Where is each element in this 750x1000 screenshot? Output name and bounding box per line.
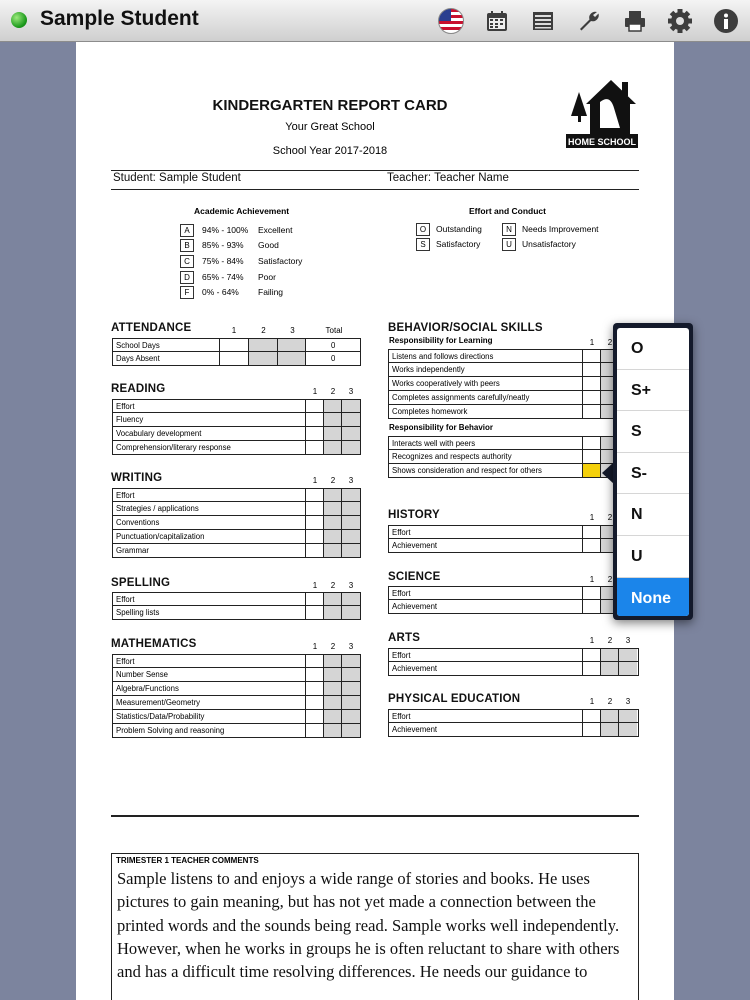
spelling-columns: 1 2 3 — [312, 581, 354, 590]
grade-cell[interactable] — [324, 489, 342, 501]
behavior-title: BEHAVIOR/SOCIAL SKILLS — [388, 322, 543, 334]
grade-option-s[interactable]: S — [617, 411, 689, 453]
grade-picker-popover — [613, 323, 693, 620]
learning-subtitle: Responsibility for Learning — [389, 336, 493, 345]
grade-cell[interactable] — [342, 516, 360, 529]
grade-cell[interactable] — [342, 427, 360, 440]
grade-option-u[interactable]: U — [617, 536, 689, 578]
effort-key-row: U Unsatisfactory — [502, 237, 576, 251]
top-bar — [0, 0, 750, 42]
effort-key-row: N Needs Improvement — [502, 222, 599, 236]
grade-cell[interactable] — [306, 544, 324, 557]
row-label: Recognizes and respects authority — [389, 450, 583, 463]
grade-cell[interactable] — [342, 606, 360, 619]
row-label: Works independently — [389, 363, 583, 376]
row-label: Completes assignments carefully/neatly — [389, 391, 583, 404]
row-label: Works cooperatively with peers — [389, 377, 583, 390]
row-label: Completes homework — [389, 405, 583, 418]
table-row — [112, 413, 361, 427]
row-label: Problem Solving and reasoning — [113, 724, 306, 737]
grade-cell[interactable] — [324, 530, 342, 543]
grade-cell[interactable] — [583, 587, 601, 599]
row-label: Fluency — [113, 413, 306, 426]
science-table — [388, 586, 639, 614]
science-columns: 1 2 — [589, 575, 613, 584]
writing-columns: 1 2 3 — [312, 476, 354, 485]
grade-cell[interactable] — [601, 662, 619, 675]
table-row — [112, 592, 361, 606]
row-label: School Days — [113, 339, 220, 351]
row-label: Conventions — [113, 516, 306, 529]
academic-key-title: Academic Achievement — [194, 206, 290, 216]
history-table — [388, 525, 639, 553]
row-label: Shows consideration and respect for others — [389, 464, 583, 477]
calendar-icon[interactable] — [483, 7, 511, 35]
reading-title: READING — [111, 383, 166, 395]
teacher-name: Teacher: Teacher Name — [387, 172, 509, 184]
table-row — [112, 530, 361, 544]
us-flag-icon[interactable] — [437, 7, 465, 35]
grade-cell[interactable] — [324, 682, 342, 695]
school-year: School Year 2017-2018 — [272, 145, 388, 157]
table-row — [388, 600, 639, 614]
table-row — [388, 377, 639, 391]
grade-option-s-plus[interactable]: S+ — [617, 370, 689, 412]
grade-cell[interactable] — [306, 516, 324, 529]
grade-cell[interactable] — [583, 600, 601, 613]
grade-option-o[interactable]: O — [617, 328, 689, 370]
grade-cell[interactable] — [306, 489, 324, 501]
effort-key-row: S Satisfactory — [416, 237, 480, 251]
grade-cell[interactable] — [583, 723, 601, 736]
attendance-row: Days Absent 0 — [112, 352, 361, 366]
grade-cell[interactable] — [306, 668, 324, 681]
grade-cell[interactable] — [342, 489, 360, 501]
behavior-subtitle: Responsibility for Behavior — [389, 423, 494, 432]
grade-cell[interactable] — [324, 710, 342, 723]
pe-columns: 1 2 3 — [589, 697, 631, 706]
grade-cell[interactable] — [601, 710, 619, 722]
grade-cell[interactable] — [619, 710, 637, 722]
writing-table — [112, 488, 361, 558]
grade-cell[interactable] — [278, 352, 307, 365]
table-row — [388, 539, 639, 553]
row-label: Effort — [113, 655, 306, 667]
grade-cell[interactable] — [583, 377, 601, 390]
academic-key-row: C 75% - 84% Satisfactory — [180, 254, 302, 268]
grade-cell[interactable] — [324, 427, 342, 440]
grade-cell[interactable] — [619, 662, 637, 675]
reading-columns: 1 2 3 — [312, 387, 354, 396]
grade-cell[interactable] — [324, 516, 342, 529]
row-label: Vocabulary development — [113, 427, 306, 440]
row-label: Grammar — [113, 544, 306, 557]
table-row — [388, 405, 639, 419]
grade-cell[interactable] — [220, 339, 249, 351]
info-icon[interactable] — [712, 7, 740, 35]
grade-cell[interactable] — [220, 352, 249, 365]
grade-cell[interactable] — [583, 405, 601, 418]
grade-cell[interactable] — [324, 668, 342, 681]
math-title: MATHEMATICS — [111, 638, 197, 650]
academic-key-row: B 85% - 93% Good — [180, 238, 279, 252]
table-row — [388, 662, 639, 676]
table-row — [388, 436, 639, 450]
table-row — [112, 427, 361, 441]
effort-key-row: O Outstanding — [416, 222, 482, 236]
row-label: Algebra/Functions — [113, 682, 306, 695]
home-school-logo — [566, 76, 640, 150]
table-row — [388, 391, 639, 405]
pe-title: PHYSICAL EDUCATION — [388, 693, 521, 705]
table-row — [112, 544, 361, 558]
academic-key-row: D 65% - 74% Poor — [180, 270, 276, 284]
pe-table — [388, 709, 639, 737]
grade-cell[interactable] — [324, 441, 342, 454]
grade-option-none[interactable]: None — [617, 578, 689, 616]
math-table — [112, 654, 361, 738]
grade-cell[interactable] — [583, 710, 601, 722]
grade-cell[interactable] — [324, 696, 342, 709]
grade-cell[interactable] — [306, 530, 324, 543]
grade-cell[interactable] — [342, 696, 360, 709]
grade-cell[interactable] — [342, 668, 360, 681]
grade-cell[interactable] — [306, 724, 324, 737]
grade-cell[interactable] — [324, 655, 342, 667]
attendance-row: School Days 0 — [112, 338, 361, 352]
grade-cell[interactable] — [306, 502, 324, 515]
grade-cell[interactable] — [342, 441, 360, 454]
writing-title: WRITING — [111, 472, 163, 484]
history-columns: 1 2 — [589, 513, 613, 522]
effort-key-title: Effort and Conduct — [469, 206, 546, 216]
learning-table — [388, 349, 639, 419]
table-row — [388, 525, 639, 539]
academic-key-row: A 94% - 100% Excellent — [180, 223, 293, 237]
grade-cell[interactable] — [342, 655, 360, 667]
table-row — [112, 654, 361, 668]
status-dot-icon — [11, 12, 27, 28]
row-label: Effort — [113, 400, 306, 412]
arts-table — [388, 648, 639, 676]
printer-icon[interactable] — [621, 7, 649, 35]
table-row — [112, 399, 361, 413]
wrench-icon[interactable] — [575, 7, 603, 35]
grade-cell[interactable] — [324, 606, 342, 619]
grade-cell[interactable] — [583, 649, 601, 661]
selected-grade-cell[interactable] — [583, 464, 601, 477]
grade-cell[interactable] — [342, 710, 360, 723]
row-label: Spelling lists — [113, 606, 306, 619]
grade-cell[interactable] — [342, 530, 360, 543]
table-row — [112, 710, 361, 724]
grade-cell[interactable] — [342, 544, 360, 557]
spelling-title: SPELLING — [111, 577, 171, 589]
table-row — [112, 724, 361, 738]
grade-cell[interactable] — [342, 502, 360, 515]
table-row — [388, 723, 639, 737]
row-label: Achievement — [389, 539, 583, 552]
grade-option-n[interactable]: N — [617, 494, 689, 536]
row-label: Effort — [113, 489, 306, 501]
report-card-page — [76, 42, 674, 1000]
row-label: Effort — [113, 593, 306, 605]
grade-cell[interactable] — [249, 339, 278, 351]
grade-cell[interactable] — [306, 710, 324, 723]
academic-key-row: F 0% - 64% Failing — [180, 285, 283, 299]
table-row — [112, 441, 361, 455]
row-label: Measurement/Geometry — [113, 696, 306, 709]
grade-cell[interactable] — [278, 339, 307, 351]
grade-cell[interactable] — [583, 437, 601, 449]
row-label: Comprehension/literary response — [113, 441, 306, 454]
logo-text: HOME SCHOOL — [567, 137, 637, 147]
grade-cell[interactable] — [619, 649, 637, 661]
grade-cell[interactable] — [306, 606, 324, 619]
row-label: Achievement — [389, 662, 583, 675]
grade-cell[interactable] — [306, 400, 324, 412]
grade-cell[interactable] — [306, 427, 324, 440]
grade-cell[interactable] — [306, 593, 324, 605]
grade-cell[interactable] — [342, 724, 360, 737]
school-name: Your Great School — [285, 121, 375, 133]
row-label: Achievement — [389, 600, 583, 613]
row-label: Statistics/Data/Probability — [113, 710, 306, 723]
grade-cell[interactable] — [324, 400, 342, 412]
grade-cell[interactable] — [342, 593, 360, 605]
grade-cell[interactable] — [342, 413, 360, 426]
row-label: Effort — [389, 526, 583, 538]
row-label: Achievement — [389, 723, 583, 736]
behavior-columns: 1 2 — [589, 338, 613, 347]
reading-table — [112, 399, 361, 455]
row-label: Effort — [389, 649, 583, 661]
grade-cell[interactable] — [601, 649, 619, 661]
table-row — [112, 668, 361, 682]
row-label: Interacts well with peers — [389, 437, 583, 449]
table-row — [388, 709, 639, 723]
table-row — [112, 696, 361, 710]
table-row — [112, 488, 361, 502]
row-label: Effort — [389, 710, 583, 722]
grade-cell[interactable] — [306, 413, 324, 426]
grade-cell[interactable] — [583, 391, 601, 404]
grade-cell[interactable] — [619, 723, 637, 736]
row-label: Listens and follows directions — [389, 350, 583, 362]
attendance-title: ATTENDANCE — [111, 322, 192, 334]
history-title: HISTORY — [388, 509, 440, 521]
row-label: Punctuation/capitalization — [113, 530, 306, 543]
list-icon[interactable] — [529, 7, 557, 35]
grade-cell[interactable] — [342, 400, 360, 412]
table-row — [388, 648, 639, 662]
grade-cell[interactable] — [324, 544, 342, 557]
row-label: Days Absent — [113, 352, 220, 365]
row-label: Effort — [389, 587, 583, 599]
table-row — [112, 682, 361, 696]
table-row — [112, 516, 361, 530]
science-title: SCIENCE — [388, 571, 441, 583]
arts-columns: 1 2 3 — [589, 636, 631, 645]
grade-cell[interactable] — [583, 526, 601, 538]
grade-picker-list — [617, 328, 689, 616]
teacher-comments-box[interactable] — [111, 853, 639, 1000]
math-columns: 1 2 3 — [312, 642, 354, 651]
student-name: Student: Sample Student — [113, 172, 241, 184]
row-label: Strategies / applications — [113, 502, 306, 515]
grade-cell[interactable] — [324, 413, 342, 426]
grade-cell[interactable] — [342, 682, 360, 695]
grade-cell[interactable] — [583, 363, 601, 376]
grade-option-s-minus[interactable]: S- — [617, 453, 689, 495]
grade-cell[interactable] — [601, 723, 619, 736]
spelling-table — [112, 592, 361, 620]
grade-cell[interactable] — [306, 682, 324, 695]
table-row — [388, 586, 639, 600]
grade-cell[interactable] — [306, 441, 324, 454]
grade-cell[interactable] — [249, 352, 278, 365]
row-label: Number Sense — [113, 668, 306, 681]
grade-cell[interactable] — [583, 350, 601, 362]
grade-cell[interactable] — [583, 662, 601, 675]
grade-cell[interactable] — [583, 539, 601, 552]
attendance-columns: 1 2 3 Total — [231, 326, 343, 335]
gear-icon[interactable] — [666, 7, 694, 35]
table-row — [112, 502, 361, 516]
grade-cell[interactable] — [583, 450, 601, 463]
app-title: Sample Student — [40, 7, 199, 30]
grade-cell[interactable] — [324, 593, 342, 605]
grade-cell[interactable] — [324, 724, 342, 737]
arts-title: ARTS — [388, 632, 421, 644]
report-title: KINDERGARTEN REPORT CARD — [212, 97, 448, 114]
grade-cell[interactable] — [324, 502, 342, 515]
table-row — [388, 363, 639, 377]
attendance-table — [112, 338, 361, 366]
grade-cell[interactable] — [306, 696, 324, 709]
comments-title: TRIMESTER 1 TEACHER COMMENTS — [116, 856, 259, 865]
grade-cell[interactable] — [306, 655, 324, 667]
table-row — [388, 349, 639, 363]
comments-text[interactable]: Sample listens to and enjoys a wide range of stories and books. He uses pictures to gain meaning, but has not yet made a connection between the printed words and the sounds being read. Sample works well independently. However, when he works in groups he is often reluctant to share with others and has a difficult time resolving differences. He needs our guidance to — [117, 869, 620, 982]
table-row — [112, 606, 361, 620]
